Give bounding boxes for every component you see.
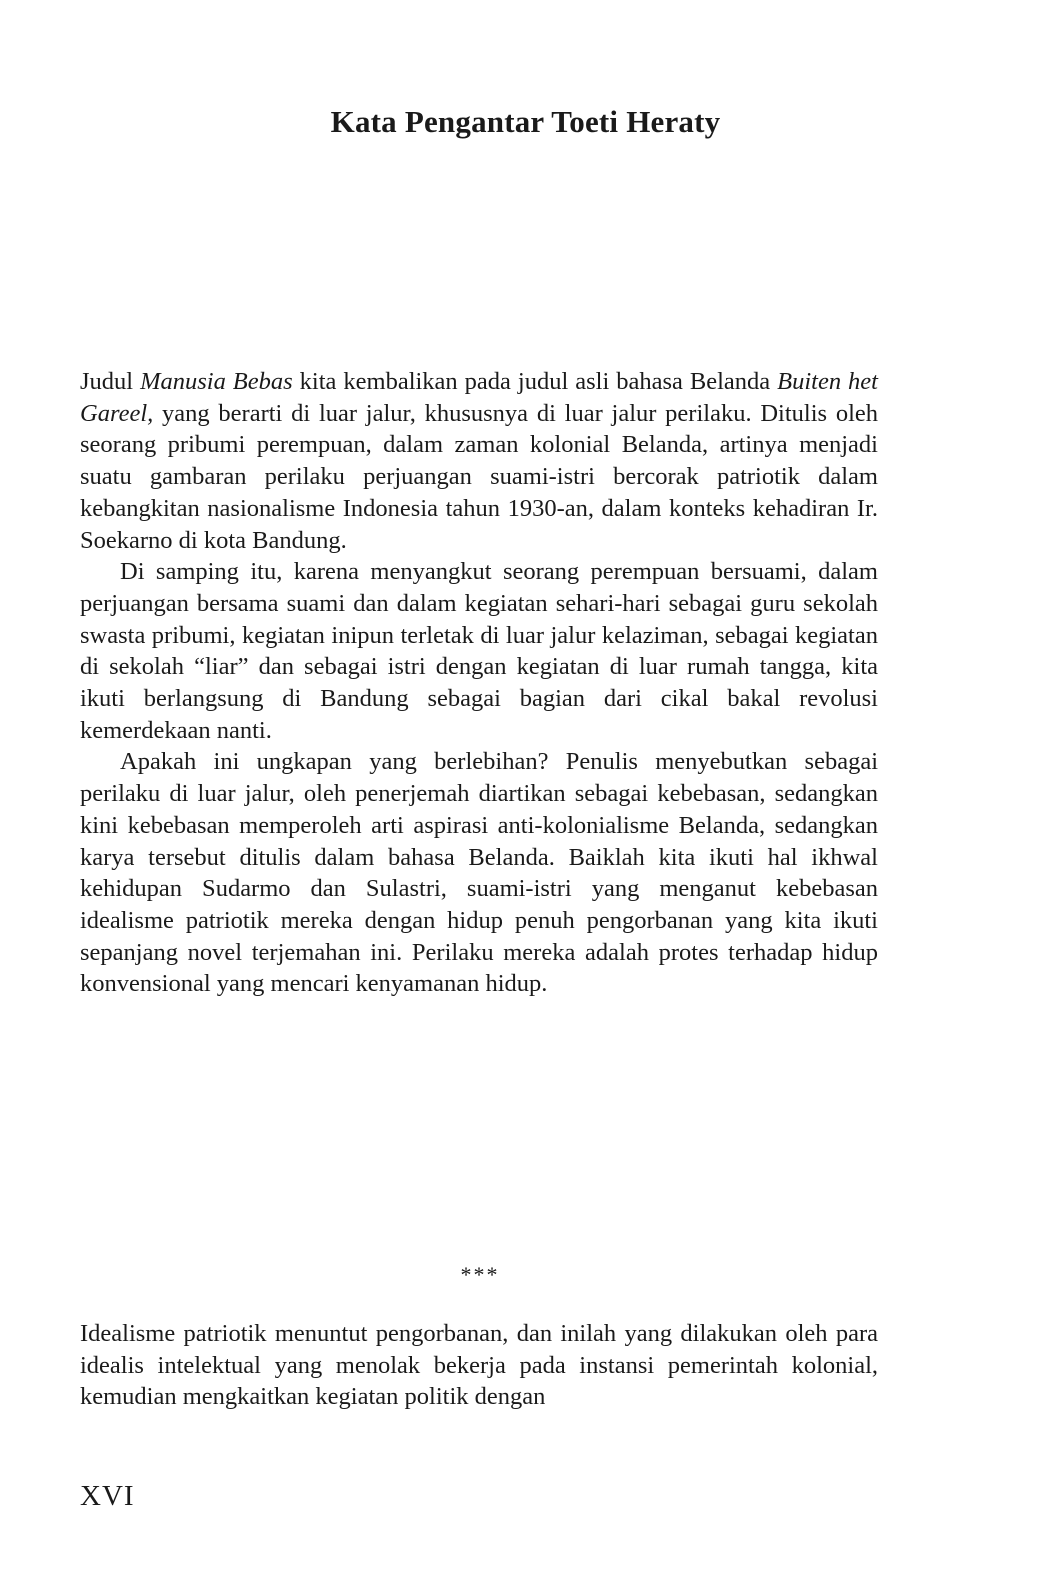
chapter-title: Kata Pengantar Toeti Heraty — [330, 104, 721, 139]
paragraph-1-text-c: yang berarti di luar jalur, khususnya di luar jalur perilaku. Ditulis oleh seorang pribumi perempuan, dalam zaman kolonial Belanda, artinya menjadi suatu gambaran perilaku perjuangan suami-istri bercorak patriotik dalam kebangkitan nasionalisme Indonesia tahun 1930-an, dalam konteks kehadiran Ir. Soekarno di kota Bandung. — [80, 399, 878, 554]
paragraph-1-text-a: Judul — [80, 368, 141, 395]
paragraph-4: Idealisme patriotik menuntut pengorbanan, dan inilah yang dilakukan oleh para idealis intelektual yang menolak bekerja pada instansi pemerintah kolonial, kemudian mengkaitkan kegiatan politik dengan — [80, 1320, 878, 1411]
italic-title-buiten-het-gareel: Buiten het Gareel, — [80, 368, 878, 427]
paragraph-1-text-b: kita kembalikan pada judul asli bahasa Belanda — [292, 368, 778, 395]
italic-title-manusia-bebas: Manusia Bebas — [140, 368, 293, 395]
paragraph-3: Apakah ini ungkapan yang berlebihan? Penulis menyebutkan sebagai perilaku di luar jalur, oleh penerjemah diartikan sebagai kebebasan, sedangkan kini kebebasan memperoleh arti aspirasi anti-kolonialisme Belanda, sedangkan karya tersebut ditulis dalam bahasa Belanda. Baiklah kita ikuti hal ikhwal kehidupan Sudarmo dan Sulastri, suami-istri yang menganut kebebasan idealisme patriotik mereka dengan hidup penuh pengorbanan yang kita ikuti sepanjang novel terjemahan ini. Perilaku mereka adalah protes terhadap hidup konvensional yang mencari kenyamanan hidup. — [80, 748, 878, 998]
page-number: XVI — [80, 1480, 135, 1512]
paragraph-1 — [80, 366, 878, 556]
section-1 — [80, 366, 878, 1000]
section-2 — [80, 1318, 878, 1413]
paragraph-2: Di samping itu, karena menyangkut seorang perempuan bersuami, dalam perjuangan bersama suami dan dalam kegiatan sehari-hari sebagai guru sekolah swasta pribumi, kegiatan inipun terletak di luar jalur kelaziman, sebagai kegiatan di sekolah “liar” dan sebagai istri dengan kegiatan di luar rumah tangga, kita ikuti berlangsung di Bandung sebagai bagian dari cikal bakal revolusi kemerdekaan nanti. — [80, 558, 878, 744]
section-separator: *** — [460, 1262, 500, 1287]
